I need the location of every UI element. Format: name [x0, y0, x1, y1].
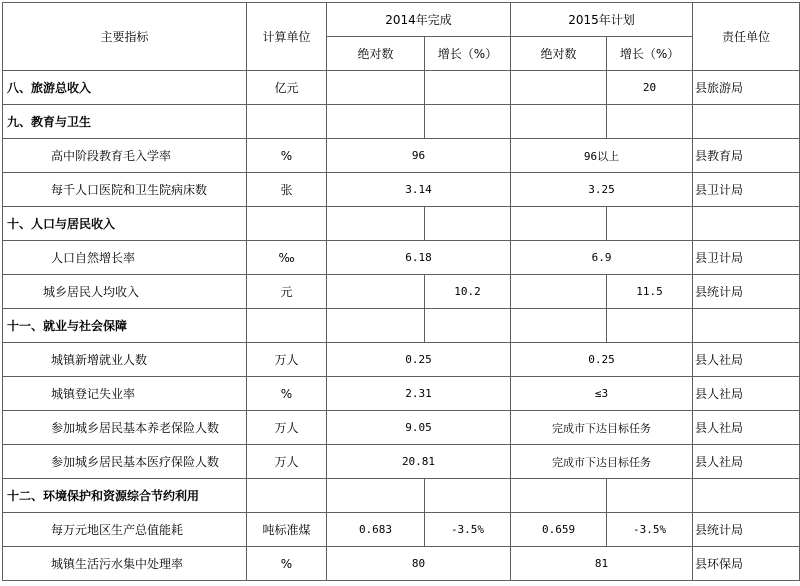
item-label: 参加城乡居民基本养老保险人数: [3, 411, 247, 445]
item-label: 高中阶段教育毛入学率: [3, 139, 247, 173]
abs-2015-cell: [511, 71, 607, 105]
value-2014-cell: 3.14: [327, 173, 511, 207]
section-label: 十一、就业与社会保障: [3, 309, 247, 343]
unit-cell: ‰: [247, 241, 327, 275]
value-2014-cell: 9.05: [327, 411, 511, 445]
growth-2015-cell: -3.5%: [607, 513, 693, 547]
growth-2014-cell: 10.2: [425, 275, 511, 309]
dept-cell: 县卫计局: [693, 173, 800, 207]
value-2014-cell: 96: [327, 139, 511, 173]
unit-cell: 张: [247, 173, 327, 207]
abs-2014-cell: 0.683: [327, 513, 425, 547]
dept-cell: 县统计局: [693, 275, 800, 309]
item-label: 城镇生活污水集中处理率: [3, 547, 247, 581]
table-row: [3, 309, 800, 343]
unit-cell: 万人: [247, 411, 327, 445]
table-row: [3, 445, 800, 479]
abs-2014-cell: [327, 71, 425, 105]
value-2014-cell: 2.31: [327, 377, 511, 411]
item-label: 每千人口医院和卫生院病床数: [3, 173, 247, 207]
section-label: 十二、环境保护和资源综合节约利用: [3, 479, 247, 513]
value-2015-cell: 完成市下达目标任务: [511, 411, 693, 445]
header-unit: 计算单位: [247, 3, 327, 71]
item-label: 每万元地区生产总值能耗: [3, 513, 247, 547]
table-row: [3, 173, 800, 207]
table-row: [3, 343, 800, 377]
value-2015-cell: 96以上: [511, 139, 693, 173]
item-label: 城乡居民人均收入: [3, 275, 247, 309]
growth-2015-cell: 20: [607, 71, 693, 105]
table-row: [3, 105, 800, 139]
unit-cell: 万人: [247, 445, 327, 479]
growth-2014-cell: -3.5%: [425, 513, 511, 547]
item-label: 人口自然增长率: [3, 241, 247, 275]
value-2014-cell: 20.81: [327, 445, 511, 479]
dept-cell: 县人社局: [693, 377, 800, 411]
table-row: [3, 71, 800, 105]
header-indicator: 主要指标: [3, 3, 247, 71]
table-row: [3, 241, 800, 275]
growth-2014-cell: [425, 71, 511, 105]
table-row: [3, 513, 800, 547]
dept-cell: 县人社局: [693, 411, 800, 445]
table-row: [3, 547, 800, 581]
unit-cell: 亿元: [247, 71, 327, 105]
item-label: 参加城乡居民基本医疗保险人数: [3, 445, 247, 479]
table-row: [3, 207, 800, 241]
value-2015-cell: 6.9: [511, 241, 693, 275]
growth-2015-cell: 11.5: [607, 275, 693, 309]
item-label: 城镇登记失业率: [3, 377, 247, 411]
section-label: 八、旅游总收入: [3, 71, 247, 105]
table-row: [3, 275, 800, 309]
header-2014-growth: 增长（%）: [425, 37, 511, 71]
dept-cell: 县教育局: [693, 139, 800, 173]
item-label: 城镇新增就业人数: [3, 343, 247, 377]
value-2014-cell: 6.18: [327, 241, 511, 275]
section-label: 十、人口与居民收入: [3, 207, 247, 241]
table-row: [3, 479, 800, 513]
table-row: [3, 139, 800, 173]
abs-2014-cell: [327, 275, 425, 309]
dept-cell: 县卫计局: [693, 241, 800, 275]
indicator-table: [2, 2, 800, 581]
dept-cell: 县人社局: [693, 343, 800, 377]
unit-cell: 吨标准煤: [247, 513, 327, 547]
value-2015-cell: 81: [511, 547, 693, 581]
dept-cell: 县旅游局: [693, 71, 800, 105]
unit-cell: 元: [247, 275, 327, 309]
unit-cell: %: [247, 377, 327, 411]
value-2015-cell: 3.25: [511, 173, 693, 207]
header-2015-abs: 绝对数: [511, 37, 607, 71]
dept-cell: 县统计局: [693, 513, 800, 547]
value-2015-cell: 0.25: [511, 343, 693, 377]
value-2014-cell: 80: [327, 547, 511, 581]
value-2015-cell: 完成市下达目标任务: [511, 445, 693, 479]
abs-2015-cell: 0.659: [511, 513, 607, 547]
unit-cell: %: [247, 139, 327, 173]
unit-cell: 万人: [247, 343, 327, 377]
table-row: [3, 411, 800, 445]
unit-cell: %: [247, 547, 327, 581]
value-2015-cell: ≤3: [511, 377, 693, 411]
section-label: 九、教育与卫生: [3, 105, 247, 139]
header-2015: 2015年计划: [511, 3, 693, 37]
abs-2015-cell: [511, 275, 607, 309]
header-2014-abs: 绝对数: [327, 37, 425, 71]
header-2014: 2014年完成: [327, 3, 511, 37]
table-row: [3, 377, 800, 411]
header-2015-growth: 增长（%）: [607, 37, 693, 71]
dept-cell: 县人社局: [693, 445, 800, 479]
header-dept: 责任单位: [693, 3, 800, 71]
dept-cell: 县环保局: [693, 547, 800, 581]
value-2014-cell: 0.25: [327, 343, 511, 377]
